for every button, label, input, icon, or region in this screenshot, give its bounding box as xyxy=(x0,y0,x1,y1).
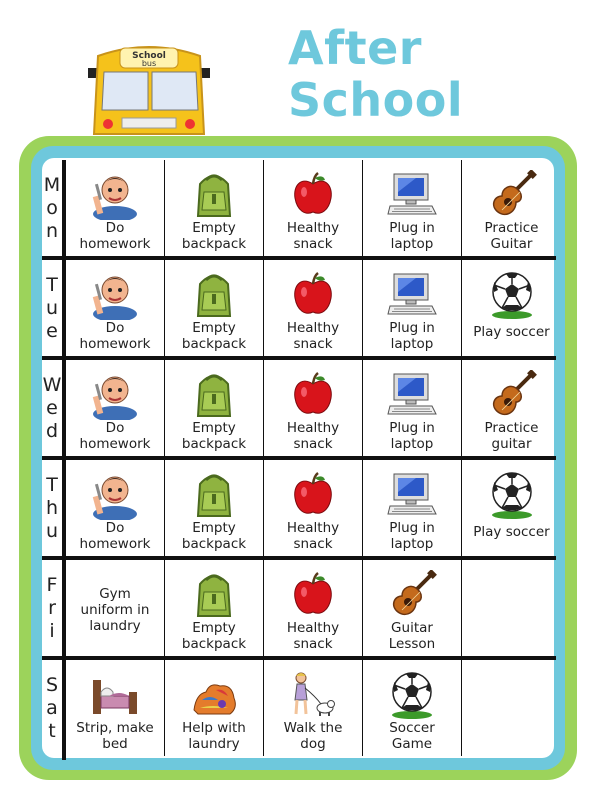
day-label xyxy=(42,660,66,760)
chore-cell xyxy=(264,460,363,556)
chore-cell xyxy=(363,660,462,756)
chore-cell xyxy=(363,460,462,556)
chore-label: Practice Guitar xyxy=(484,220,539,252)
soccer-ball-icon xyxy=(386,670,438,720)
laundry-pile-icon xyxy=(188,670,240,720)
chore-cell xyxy=(264,160,363,256)
chore-label: Strip, make bed xyxy=(76,720,154,752)
day-letter: W xyxy=(42,373,62,396)
girl-walking-dog-icon xyxy=(287,670,339,720)
chore-cell xyxy=(165,460,264,556)
bus-sign-line-1: School xyxy=(132,51,166,61)
day-letter: u xyxy=(45,296,59,319)
title-line-2: School xyxy=(288,73,464,127)
day-letter: F xyxy=(46,573,58,596)
chore-label: Do homework xyxy=(79,220,151,252)
chore-label: Practice guitar xyxy=(484,420,539,452)
backpack-icon xyxy=(188,170,240,220)
apple-icon xyxy=(287,370,339,420)
computer-icon xyxy=(386,470,438,520)
chore-cell xyxy=(165,660,264,756)
chore-label: Gym uniform in laundry xyxy=(80,586,150,634)
guitar-icon xyxy=(386,570,438,620)
chore-label: Guitar Lesson xyxy=(388,620,436,652)
chore-cell xyxy=(165,260,264,356)
chore-cell xyxy=(165,160,264,256)
day-row xyxy=(42,660,556,760)
apple-icon xyxy=(287,470,339,520)
day-label xyxy=(42,360,66,460)
day-letter: n xyxy=(45,219,59,242)
chore-label: Soccer Game xyxy=(389,720,435,752)
boy-writing-icon xyxy=(89,270,141,320)
chore-label: Healthy snack xyxy=(286,520,340,552)
chore-cell xyxy=(165,560,264,656)
chore-cell xyxy=(462,660,561,756)
chore-label: Empty backpack xyxy=(181,620,247,652)
backpack-icon xyxy=(188,570,240,620)
day-row xyxy=(42,460,556,560)
chore-label: Do homework xyxy=(79,320,151,352)
boy-writing-icon xyxy=(89,170,141,220)
chore-label: Empty backpack xyxy=(181,420,247,452)
day-letter: M xyxy=(43,173,61,196)
day-letter: S xyxy=(45,673,59,696)
day-letter: d xyxy=(45,419,59,442)
day-letter: e xyxy=(46,319,58,342)
chore-cell xyxy=(165,360,264,456)
chore-label: Plug in laptop xyxy=(389,420,435,452)
bus-sign-line-2: bus xyxy=(141,59,157,68)
chore-label: Empty backpack xyxy=(181,220,247,252)
chore-label: Do homework xyxy=(79,420,151,452)
chore-grid xyxy=(42,160,556,760)
computer-icon xyxy=(386,270,438,320)
soccer-ball-icon xyxy=(486,270,538,320)
chore-label: Healthy snack xyxy=(286,320,340,352)
chore-cell xyxy=(66,360,165,456)
chore-cell xyxy=(264,360,363,456)
day-row xyxy=(42,560,556,660)
chore-label: Walk the dog xyxy=(283,720,343,752)
day-label xyxy=(42,460,66,560)
chore-label: Healthy snack xyxy=(286,220,340,252)
chore-cell xyxy=(264,660,363,756)
guitar-icon xyxy=(486,370,538,420)
day-letter: h xyxy=(45,496,59,519)
chore-label: Empty backpack xyxy=(181,320,247,352)
chore-label: Plug in laptop xyxy=(389,320,435,352)
day-row xyxy=(42,260,556,360)
day-letter: i xyxy=(49,619,55,642)
chore-cell xyxy=(66,460,165,556)
chore-cell xyxy=(264,560,363,656)
chore-label: Healthy snack xyxy=(286,420,340,452)
backpack-icon xyxy=(188,370,240,420)
chore-label: Help with laundry xyxy=(182,720,246,752)
chore-label: Do homework xyxy=(79,520,151,552)
apple-icon xyxy=(287,270,339,320)
day-letter: a xyxy=(46,696,58,719)
chore-label: Play soccer xyxy=(473,524,550,540)
chore-cell xyxy=(264,260,363,356)
day-row xyxy=(42,160,556,260)
chore-cell xyxy=(363,260,462,356)
day-letter: t xyxy=(48,719,56,742)
chore-label: Plug in laptop xyxy=(389,220,435,252)
chore-cell xyxy=(462,160,561,256)
backpack-icon xyxy=(188,270,240,320)
chore-cell xyxy=(363,560,462,656)
boy-writing-icon xyxy=(89,470,141,520)
chore-cell xyxy=(462,560,561,656)
day-letter: e xyxy=(46,396,58,419)
chore-cell xyxy=(462,360,561,456)
computer-icon xyxy=(386,370,438,420)
chore-cell xyxy=(66,560,165,656)
chore-label: Healthy snack xyxy=(286,620,340,652)
chore-cell xyxy=(462,260,561,356)
day-letter: u xyxy=(45,519,59,542)
chore-cell xyxy=(66,260,165,356)
computer-icon xyxy=(386,170,438,220)
day-letter: o xyxy=(46,196,58,219)
school-bus-icon xyxy=(78,38,220,138)
day-label xyxy=(42,560,66,660)
chore-cell xyxy=(363,160,462,256)
chore-label: Empty backpack xyxy=(181,520,247,552)
backpack-icon xyxy=(188,470,240,520)
apple-icon xyxy=(287,570,339,620)
chore-label: Play soccer xyxy=(473,324,550,340)
day-letter: r xyxy=(48,596,56,619)
chore-cell xyxy=(66,660,165,756)
day-letter: T xyxy=(46,473,58,496)
chore-cell xyxy=(363,360,462,456)
chore-cell xyxy=(66,160,165,256)
page-title xyxy=(288,22,463,126)
day-label xyxy=(42,260,66,360)
day-letter: T xyxy=(46,273,58,296)
bed-icon xyxy=(89,670,141,720)
chore-cell xyxy=(462,460,561,556)
title-line-1: After xyxy=(288,21,422,75)
guitar-icon xyxy=(486,170,538,220)
soccer-ball-icon xyxy=(486,470,538,520)
chore-label: Plug in laptop xyxy=(389,520,435,552)
day-row xyxy=(42,360,556,460)
apple-icon xyxy=(287,170,339,220)
day-label xyxy=(42,160,66,260)
boy-writing-icon xyxy=(89,370,141,420)
